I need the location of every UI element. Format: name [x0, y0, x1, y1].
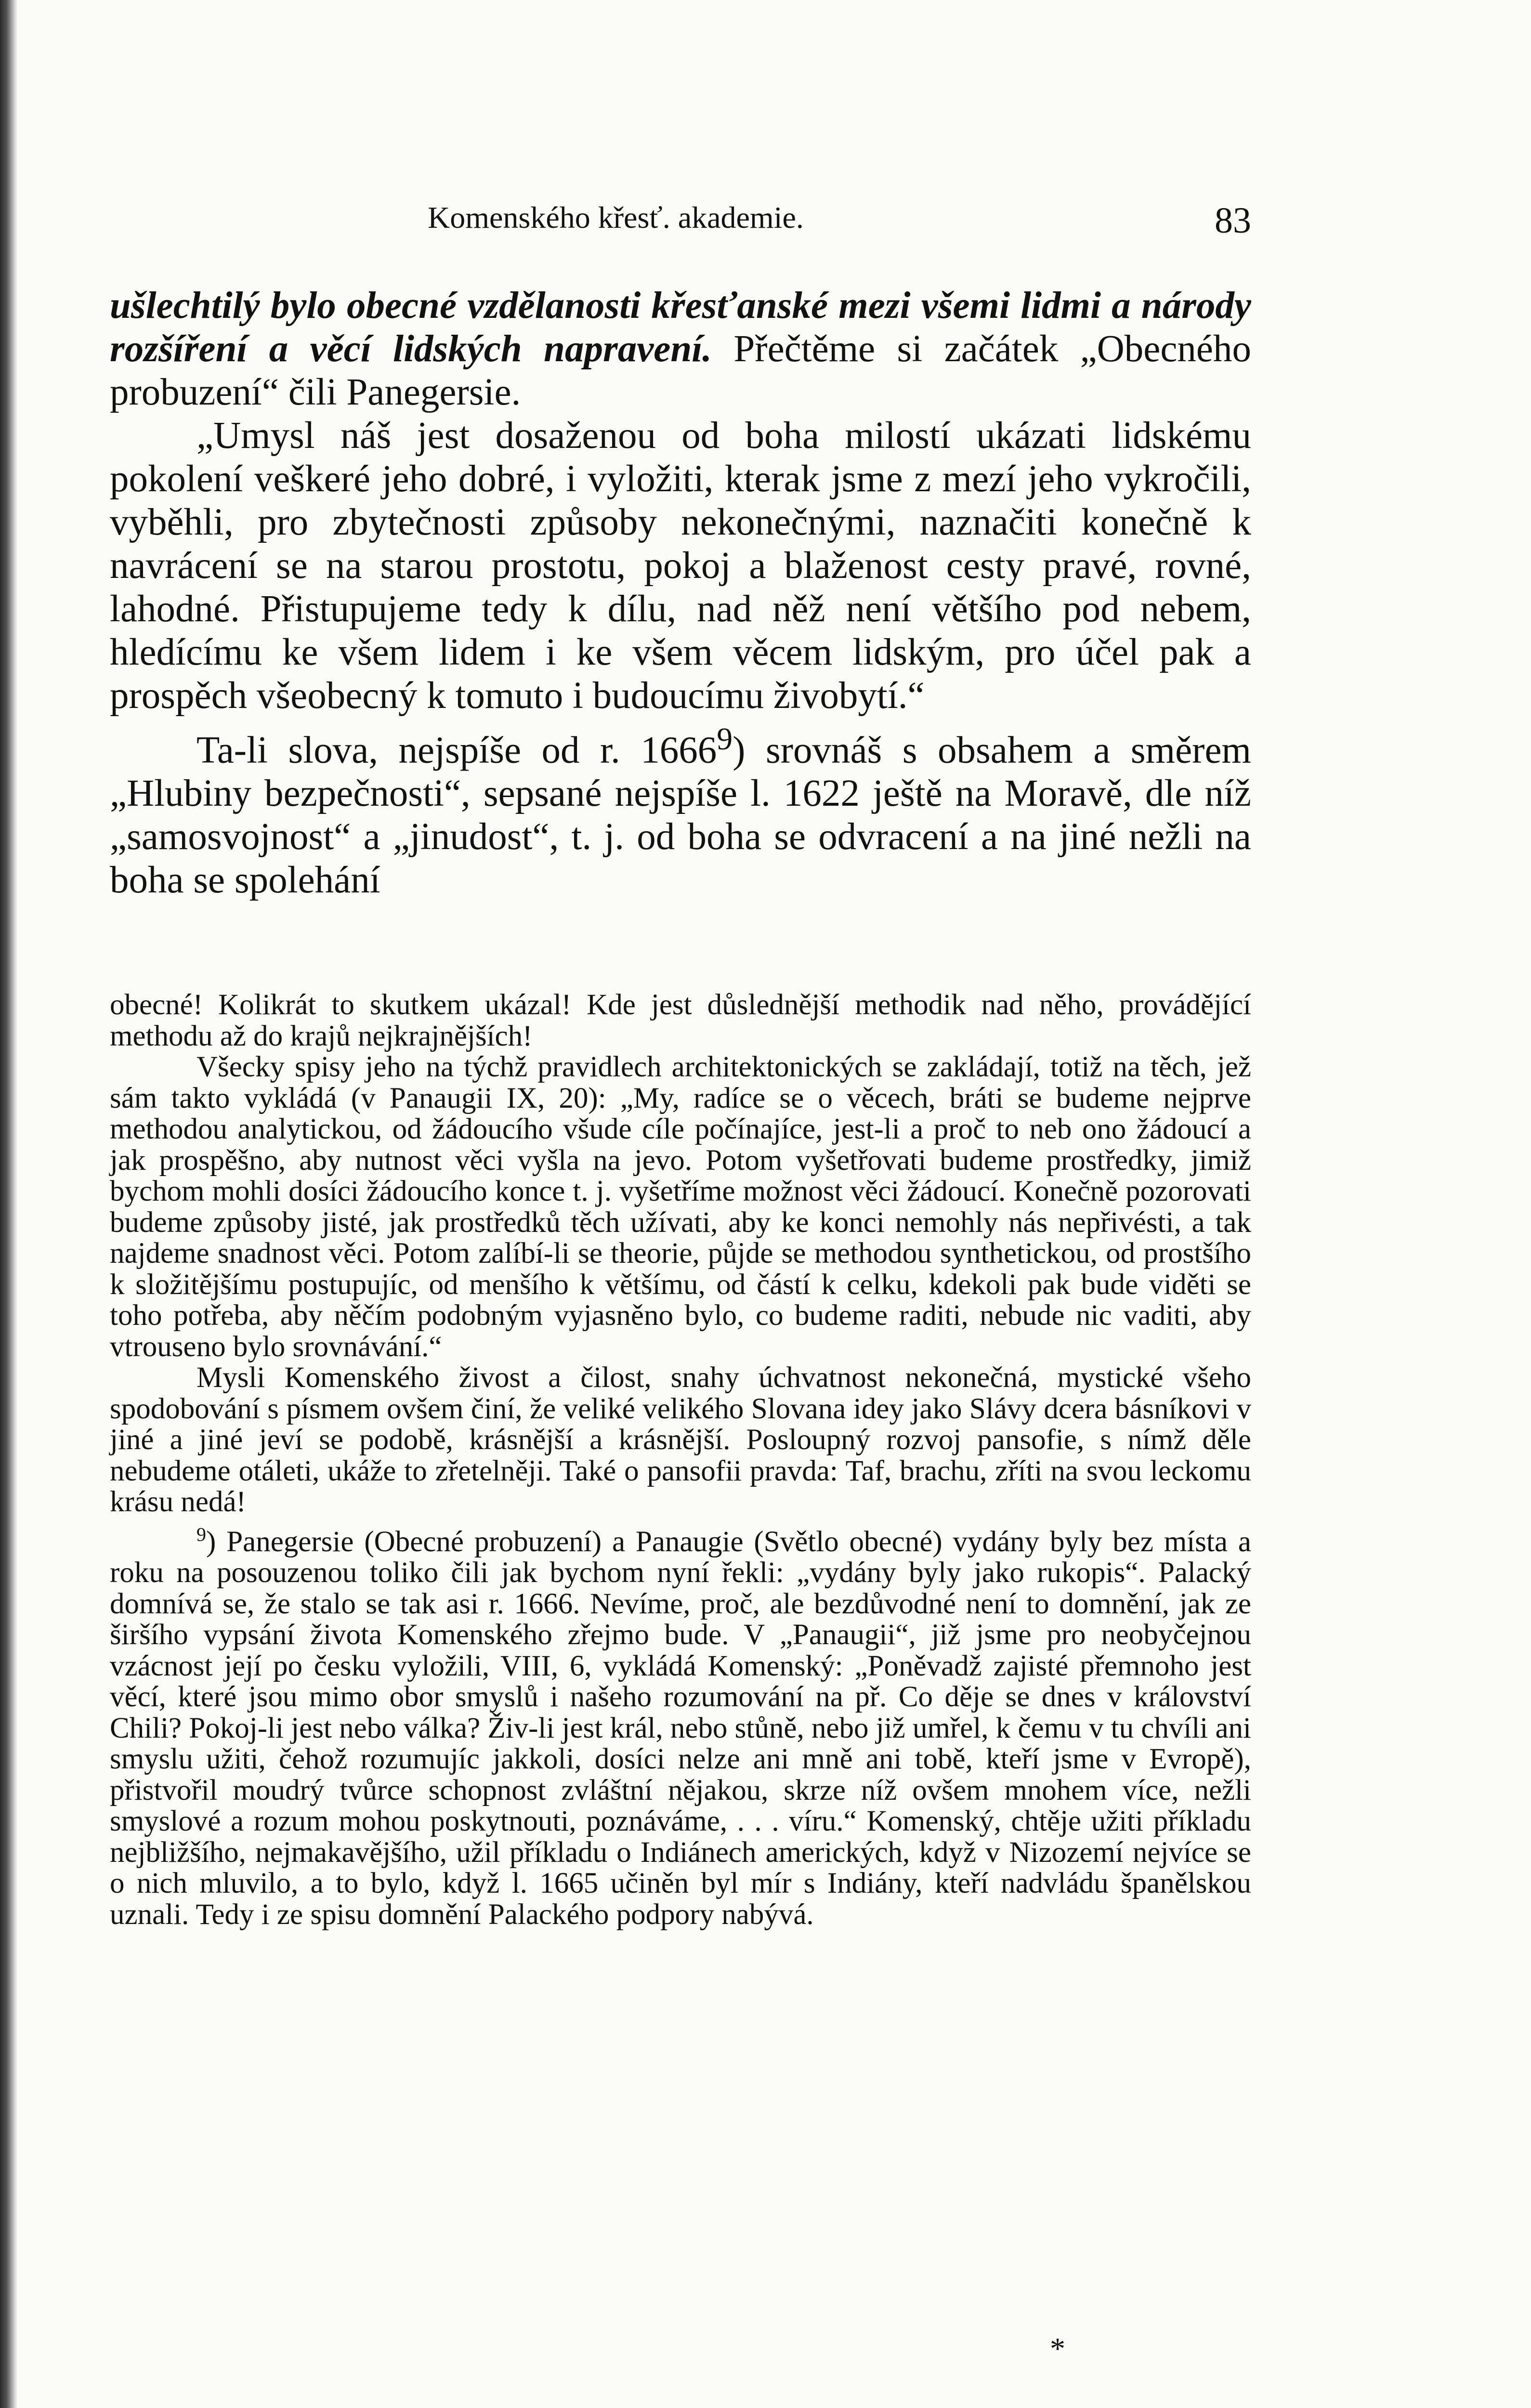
notes-section [110, 990, 1251, 1930]
footnote-9 [110, 1523, 1252, 1931]
footnote-mark: 9 [196, 1523, 206, 1545]
main-paragraph-3 [110, 718, 1251, 902]
note-paragraph-pansophy: Mysli Komenského živost a čilost, snahy úchvatnost nekonečná, mystické všeho spodobování s písmem ovšem činí, že veliké velikého Slovana idey jako Slávy dcera básníkovi v jiné a jiné jeví se podobě, krásnější a krásnější. Posloupný rozvoj pansofie, s nímž děle nebudeme otáleti, ukáže to zřetelněji. Také o pansofii pravda: Taf, brachu, zříti na svou leckomu krásu nedá! [110, 1361, 1251, 1518]
page-header [110, 200, 1251, 243]
page-number: 83 [1215, 200, 1251, 241]
main-text [110, 284, 1251, 902]
paragraph-text: Přečtěme si začátek „Obecného probuzení“ čili Panegersie. [110, 328, 1251, 413]
note-paragraph-methods: Všecky spisy jeho na týchž pravidlech architektonických se zakládají, totiž na těch, jež sám takto vykládá (v Panaugii IX, 20): „My, radíce se o věcech, bráti se budeme nejprve methodou analytickou, od žádoucího všude cíle počínajíce, jest-li a proč to neb ono žádoucí a jak prospěšno, aby nutnost věci vyšla na jevo. Potom vyšetřovati budeme prostředky, jimiž bychom mohli dosíci žádoucího konce t. j. vyšetříme možnost věci žádoucí. Konečně pozorovati budeme způsoby jisté, jak prostředků těch užívati, aby ke konci nemohly nás nepřivésti, a tak najdeme snadnost věci. Potom zalíbí-li se theorie, půjde se methodou synthetickou, od prostšího k složitějšímu postupujíc, od menšího k většímu, od částí k celku, kdekoli pak bude viděti se toho potřeba, aby něčím podobným vyjasněno bylo, co budeme raditi, nebude nic vaditi, aby vtrouseno bylo srovnávání.“ [110, 1051, 1251, 1363]
page-binding-edge [0, 0, 17, 2408]
emphasized-phrase: ušlechtilý bylo obecné vzdělanosti křesťanské mezi všemi lidmi a národy rozšíření a věcí lidských napravení. [110, 285, 1251, 370]
paragraph-text: Ta-li slova, nejspíše od r. 1666 [196, 729, 717, 772]
catchword-asterisk: * [1050, 2331, 1065, 2366]
paragraph-text: ) srovnáš s obsahem a směrem „Hlubiny bezpečnosti“, sepsané nejspíše l. 1622 ještě na Moravě, dle níž „samosvojnost“ a „jinudost“, t. j. od boha se odvracení a na jiné nežli na boha se spolehání [110, 729, 1251, 902]
main-paragraph-2: „Umysl náš jest dosaženou od boha milostí ukázati lidskému pokolení veškeré jeho dobré, i vyložiti, kterak jsme z mezí jeho vykročili, vyběhli, pro zbytečnosti způsoby nekonečnými, naznačiti konečně k navrácení se na starou prostotu, pokoj a blaženost cesty pravé, rovné, lahodné. Přistupujeme tedy k dílu, nad něž není většího pod nebem, hledícímu ke všem lidem i ke všem věcem lidským, pro účel pak a prospěch všeobecný k tomuto i budoucímu živobytí.“ [110, 415, 1251, 717]
footnote-reference: 9 [717, 721, 733, 757]
note-continuation: obecné! Kolikrát to skutkem ukázal! Kde jest důslednější methodik nad něho, provádějící methodu až do krajů nejkrajnějších! [110, 989, 1251, 1052]
main-paragraph-1 [110, 284, 1251, 414]
footnote-text: ) Panegersie (Obecné probuzení) a Panaugie (Světlo obecné) vydány byly bez místa a roku na posouzenou toliko čili jak bychom nyní řekli: „vydány byly jako rukopis“. Palacký domnívá se, že stalo se tak asi r. 1666. Nevíme, proč, ale bezdůvodné není to domnění, jak ze širšího vypsání života Komenského zřejmo bude. V „Panaugii“, již jsme pro neobyčejnou vzácnost její po česku vyložili, VIII, 6, vykládá Komenský: „Poněvadž zajisté přemnoho jest věcí, které jsou mimo obor smyslů i našeho rozumování na př. Co děje se dnes v království Chili? Pokoj-li jest nebo válka? Živ-li jest král, nebo stůně, nebo již umřel, k čemu v tu chvíli ani smyslu užiti, čehož rozumujíc jakkoli, dosíci nelze ani mně ani tobě, kteří jsme v Evropě), přistvořil moudrý tvůrce schopnost zvláštní nějakou, skrze níž ovšem mnohem více, nežli smyslové a rozum mohou poskytnouti, poznáváme, . . . víru.“ Komenský, chtěje užiti příkladu nejbližšího, nejmakavějšího, užil příkladu o Indiánech amerických, když v Nizozemí nejvíce se o nich mluvilo, a to bylo, když l. 1665 učiněn byl mír s Indiány, kteří nadvládu španělskou uznali. Tedy i ze spisu domnění Palackého podpory nabývá. [110, 1525, 1252, 1931]
running-head: Komenského křesť. akademie. [428, 200, 804, 235]
